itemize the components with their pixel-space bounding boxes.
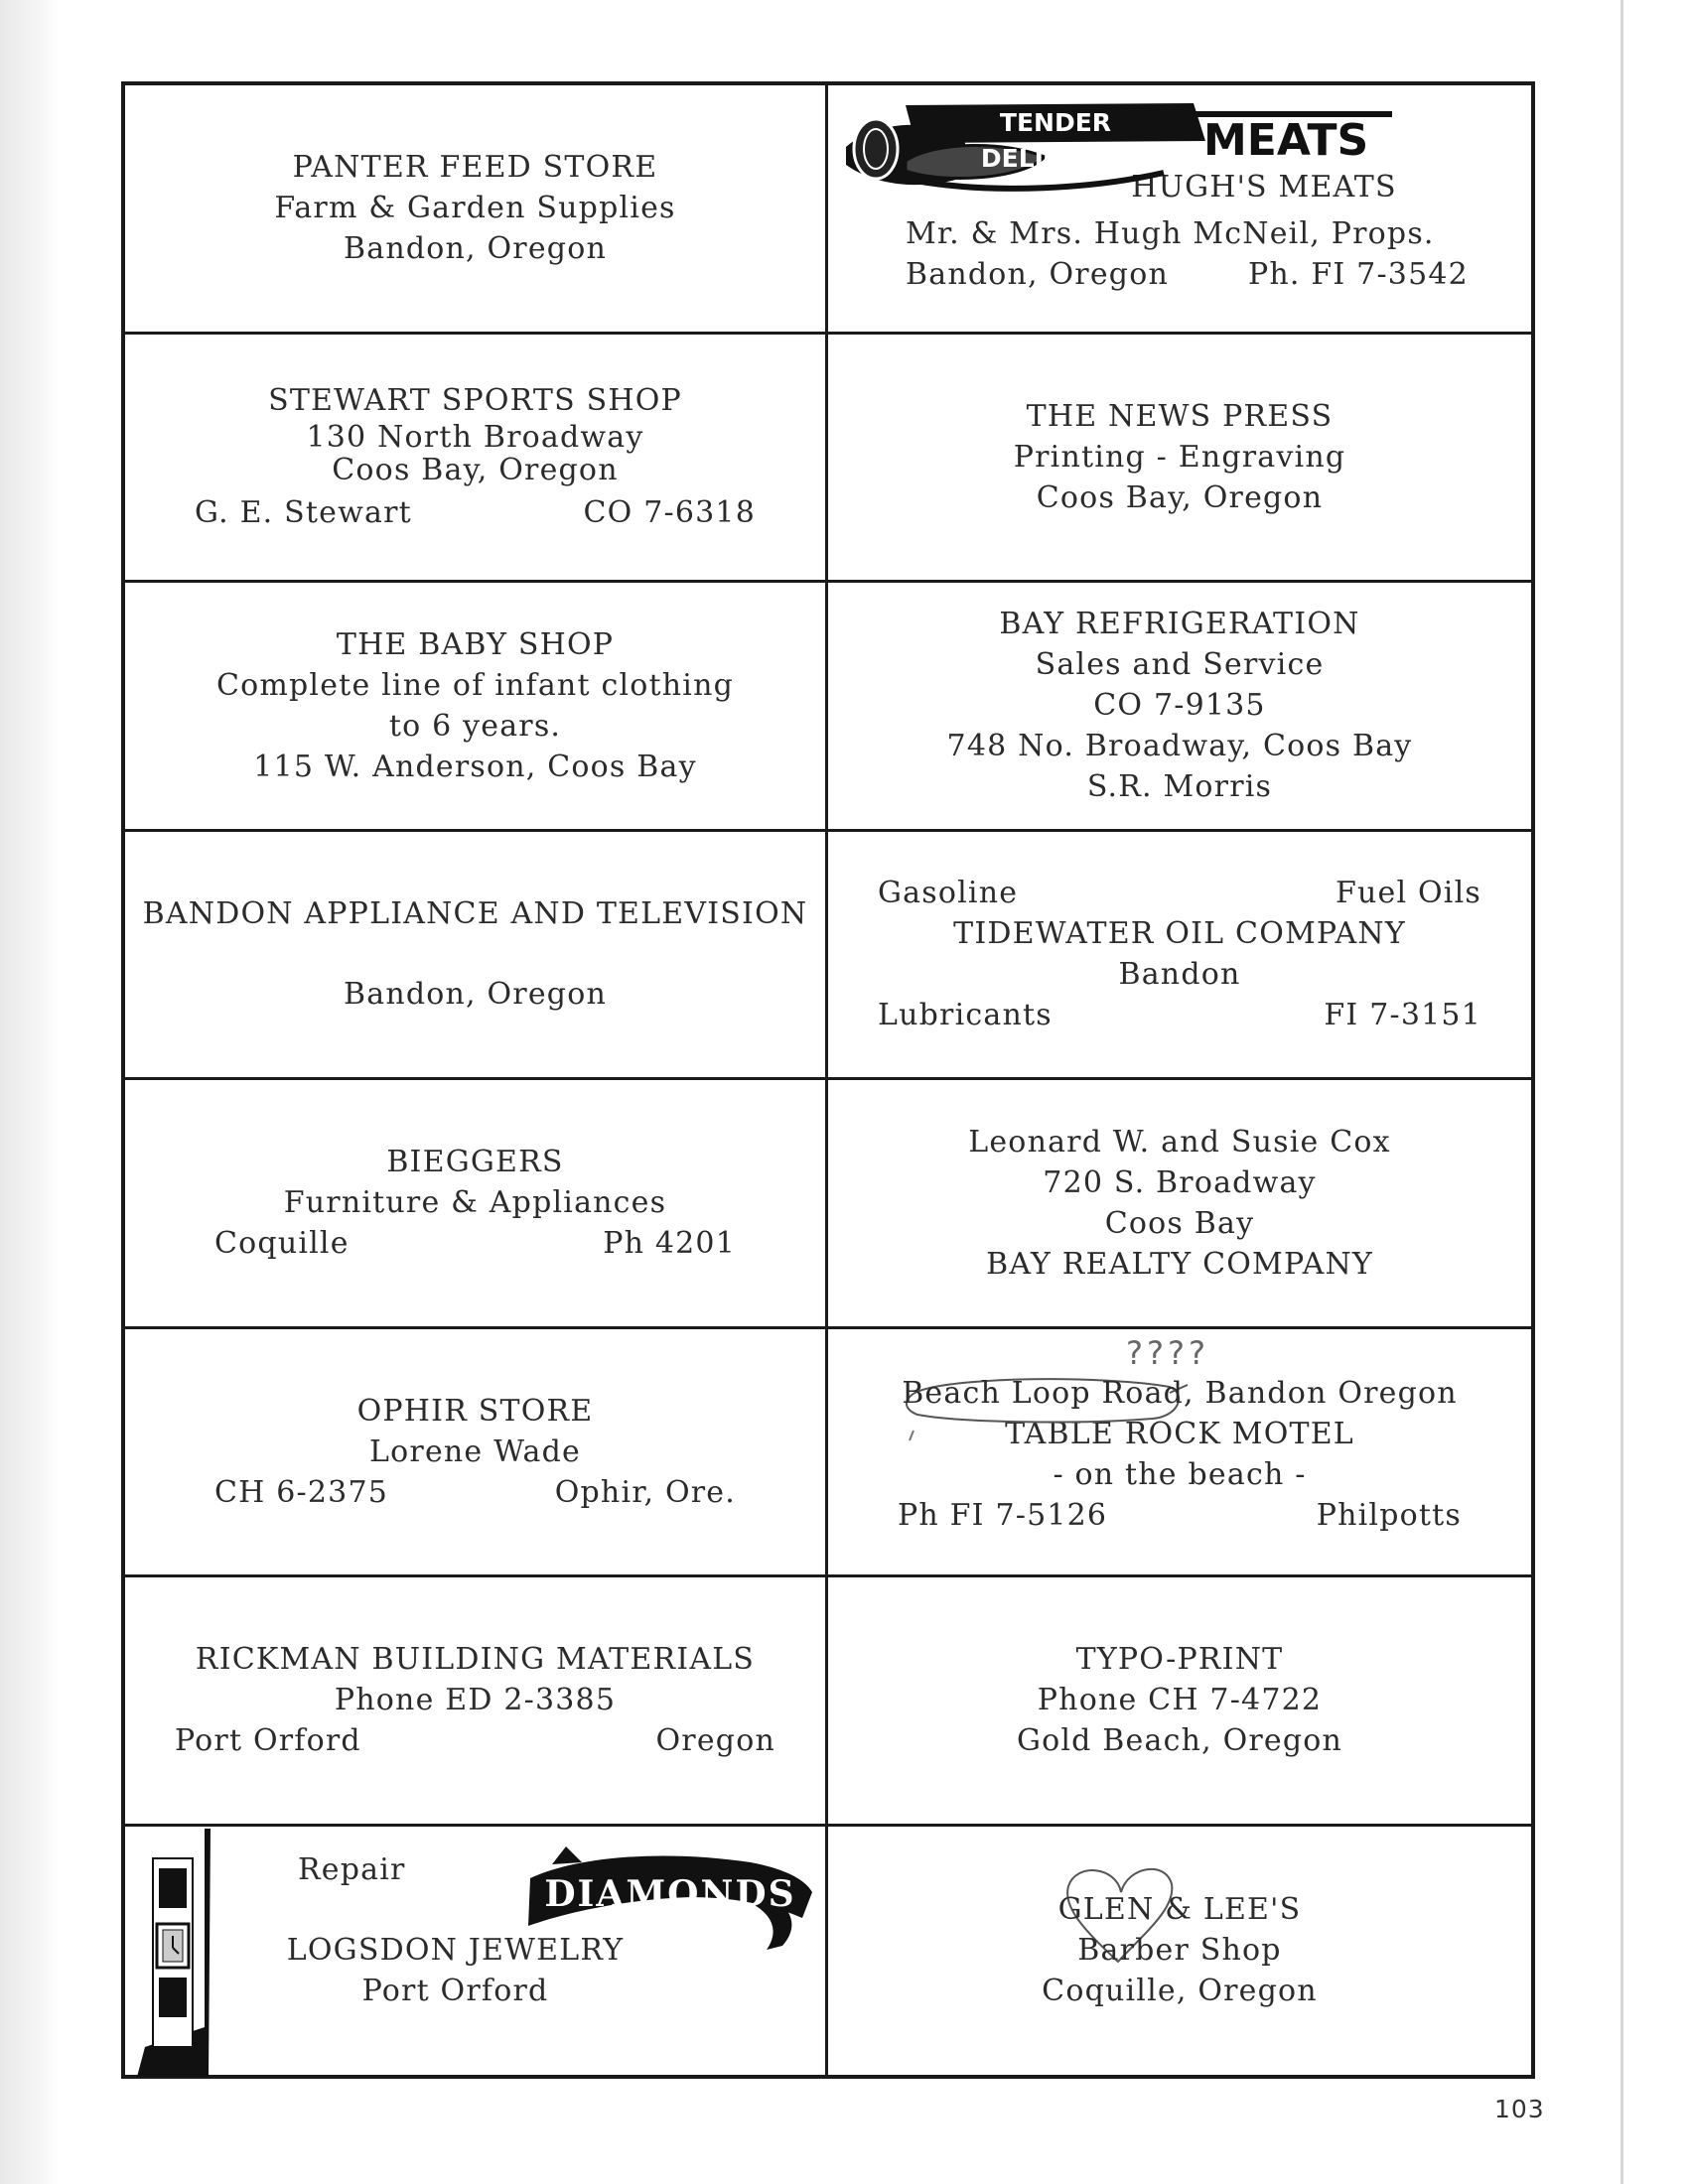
ad-owner: G. E. Stewart: [195, 495, 412, 531]
ad-panter-feed-store: [125, 85, 828, 335]
ad-phone: Phone CH 7-4722: [1037, 1683, 1323, 1718]
ad-name: BIEGGERS: [386, 1145, 564, 1180]
ad-baby-shop: [125, 583, 828, 832]
ad-city: Bandon, Oregon: [344, 231, 607, 267]
ad-state: Oregon: [655, 1723, 775, 1759]
pencil-annotation: ????: [1126, 1333, 1209, 1372]
ad-hughs-meats: [828, 85, 1531, 335]
ad-name: HUGH'S MEATS: [1131, 170, 1397, 205]
scan-shadow: [0, 0, 60, 2184]
ad-phone: Phone ED 2-3385: [334, 1683, 617, 1718]
ad-grid: [121, 81, 1535, 2079]
ad-phone: Ph. FI 7-3542: [1248, 257, 1469, 293]
diamonds-banner: [522, 1835, 820, 1964]
ad-top-row: [828, 873, 1531, 913]
ad-road-line: [902, 1373, 1458, 1414]
ad-name: PANTER FEED STORE: [292, 150, 658, 186]
banner-text: DIAMONDS: [544, 1872, 796, 1915]
ad-name: BANDON APPLIANCE AND TELEVISION: [142, 896, 808, 932]
ad-rickman-building: [125, 1577, 828, 1827]
ad-city: Bandon, Oregon: [344, 977, 607, 1013]
banner-text-right: MEATS: [1203, 115, 1369, 166]
ad-city: Coos Bay: [1104, 1205, 1255, 1241]
ad-city: Bandon, Oregon: [906, 257, 1169, 293]
page-number: 103: [1494, 2095, 1545, 2123]
ad-name: TIDEWATER OIL COMPANY: [953, 916, 1406, 952]
ad-props: Mr. & Mrs. Hugh McNeil, Props.: [906, 216, 1435, 252]
ad-contact-row: [828, 1495, 1531, 1536]
ad-road: Beach Loop Road,: [902, 1376, 1195, 1412]
ad-stewart-sports-shop: [125, 335, 828, 584]
ad-service: Repair: [298, 1852, 406, 1888]
ad-product: Gasoline: [878, 876, 1019, 911]
scan-edge: [1620, 0, 1623, 2184]
ad-name: TABLE ROCK MOTEL: [1005, 1417, 1354, 1452]
ad-owners: Leonard W. and Susie Cox: [968, 1124, 1391, 1160]
ad-city: Bandon Oregon: [1204, 1376, 1458, 1412]
ad-table-rock-motel: [828, 1329, 1531, 1578]
ad-city: Gold Beach, Oregon: [1016, 1723, 1343, 1759]
ad-owner: Philpotts: [1316, 1498, 1462, 1534]
ad-contact-line: [828, 254, 1531, 295]
ad-line: Complete line of infant clothing: [215, 667, 735, 703]
ad-city: Ophir, Ore.: [554, 1474, 736, 1510]
ad-address: 130 North Broadway: [306, 420, 644, 456]
ad-services: Sales and Service: [1035, 647, 1325, 683]
ad-name: STEWART SPORTS SHOP: [268, 383, 682, 419]
ad-bieggers: [125, 1080, 828, 1329]
ad-address: 720 S. Broadway: [1043, 1164, 1317, 1200]
ad-bay-refrigeration: [828, 583, 1531, 832]
ad-city: Port Orford: [361, 1974, 549, 2009]
ad-city: Coquille: [214, 1226, 350, 1262]
ad-owner: Lorene Wade: [369, 1433, 581, 1469]
ad-owner: S.R. Morris: [1086, 769, 1273, 805]
ad-line: Farm & Garden Supplies: [274, 191, 676, 226]
ad-line: to 6 years.: [388, 708, 562, 744]
ad-line: Barber Shop: [1077, 1933, 1282, 1969]
ad-phone: CH 6-2375: [214, 1474, 389, 1510]
ad-glen-lees-barber: [828, 1827, 1531, 2076]
ad-name: RICKMAN BUILDING MATERIALS: [195, 1642, 756, 1678]
ad-name: LOGSDON JEWELRY: [286, 1933, 625, 1969]
ad-logsdon-jewelry: [125, 1827, 828, 2076]
ad-name: THE BABY SHOP: [336, 626, 615, 662]
ad-tidewater-oil: [828, 832, 1531, 1081]
ad-phone: CO 7-6318: [583, 495, 756, 531]
ad-news-press: [828, 335, 1531, 584]
ad-city: Coos Bay, Oregon: [1036, 479, 1324, 515]
ad-address: 115 W. Anderson, Coos Bay: [253, 749, 697, 784]
ad-product: Lubricants: [878, 998, 1053, 1033]
ad-bandon-appliance: [125, 832, 828, 1081]
ad-name: GLEN & LEE'S: [1057, 1892, 1302, 1928]
ad-phone: CO 7-9135: [1093, 688, 1266, 724]
ad-name: TYPO-PRINT: [1075, 1642, 1284, 1678]
ad-name: BAY REFRIGERATION: [999, 607, 1360, 642]
ad-phone: FI 7-3151: [1324, 998, 1481, 1033]
ad-contact-row: [125, 492, 825, 533]
ad-name: BAY REALTY COMPANY: [986, 1246, 1373, 1282]
ad-product: Fuel Oils: [1335, 876, 1481, 911]
ad-city: Port Orford: [175, 1723, 361, 1759]
ad-line: Furniture & Appliances: [283, 1185, 667, 1221]
ad-contact-row: [125, 1472, 825, 1513]
ad-city: Coos Bay, Oregon: [332, 453, 619, 488]
ad-phone: Ph 4201: [603, 1226, 736, 1262]
ad-services: Printing - Engraving: [1013, 439, 1346, 475]
ad-ophir-store: [125, 1329, 828, 1578]
tender-meats-logo: [836, 91, 1392, 201]
wristwatch-icon: [135, 1829, 214, 2077]
ad-city: Coquille, Oregon: [1042, 1974, 1318, 2009]
ad-tagline: - on the beach -: [1053, 1457, 1307, 1493]
ad-name: OPHIR STORE: [356, 1393, 594, 1429]
ad-bay-realty: [828, 1080, 1531, 1329]
ad-bottom-row: [828, 995, 1531, 1035]
ad-city: Bandon: [1118, 957, 1241, 993]
banner-text-left: TENDER DELICIOUS: [980, 108, 1131, 173]
ad-address: 748 No. Broadway, Coos Bay: [946, 729, 1413, 764]
ad-typo-print: [828, 1577, 1531, 1827]
ad-name: THE NEWS PRESS: [1026, 398, 1334, 434]
ad-contact-row: [125, 1223, 825, 1264]
ad-contact-row: [125, 1720, 825, 1761]
ad-phone: Ph FI 7-5126: [898, 1498, 1108, 1534]
